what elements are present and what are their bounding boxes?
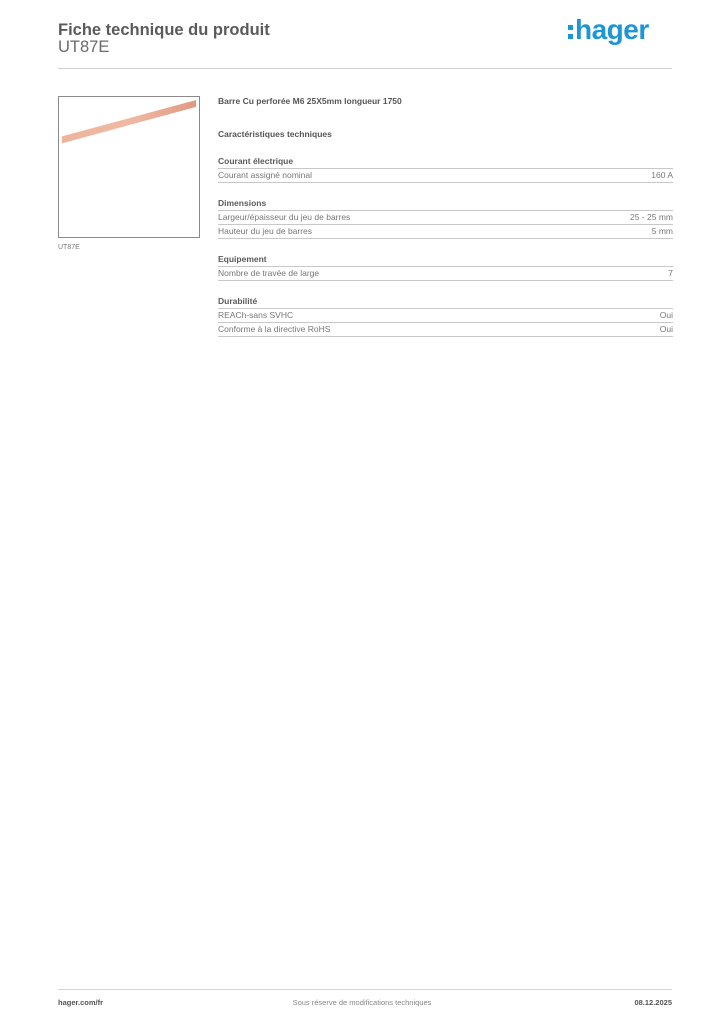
spec-row (218, 267, 673, 281)
logo-colon-icon (568, 25, 573, 39)
spec-label: Courant assigné nominal (218, 170, 313, 180)
copper-busbar-image (59, 97, 199, 237)
spec-label: REACh-sans SVHC (218, 310, 294, 320)
spec-value: 5 mm (651, 226, 673, 236)
group-dimensions (218, 197, 673, 239)
footer-disclaimer: Sous réserve de modifications techniques (292, 998, 432, 1007)
group-equipement (218, 253, 673, 281)
spec-value: 160 A (651, 170, 673, 180)
image-caption: UT87E (58, 244, 80, 251)
spec-value: 25 - 25 mm (630, 212, 673, 222)
spec-value: Oui (659, 310, 673, 320)
product-code: UT87E (58, 38, 110, 56)
spec-label: Conforme à la directive RoHS (218, 324, 331, 334)
footer-website-link[interactable]: hager.com/fr (58, 998, 104, 1007)
spec-value: 7 (668, 268, 673, 278)
product-image (58, 96, 200, 238)
spec-row (218, 225, 673, 239)
spec-row (218, 211, 673, 225)
group-durabilite (218, 295, 673, 337)
group-title: Equipement (218, 253, 673, 267)
footer-date: 08.12.2025 (634, 998, 672, 1007)
spec-label: Hauteur du jeu de barres (218, 226, 313, 236)
section-heading: Caractéristiques techniques (218, 129, 332, 139)
spec-row (218, 309, 673, 323)
spec-label: Nombre de travée de large (218, 268, 320, 278)
group-courant-electrique (218, 155, 673, 183)
product-details (218, 96, 673, 337)
spec-row (218, 169, 673, 183)
spec-row (218, 323, 673, 337)
spec-label: Largeur/épaisseur du jeu de barres (218, 212, 351, 222)
hager-logo (568, 14, 649, 46)
product-title: Barre Cu perforée M6 25X5mm longueur 1750 (218, 96, 402, 106)
group-title: Durabilité (218, 295, 673, 309)
footer-divider (58, 989, 672, 990)
spec-value: Oui (659, 324, 673, 334)
group-title: Dimensions (218, 197, 673, 211)
document-title: Fiche technique du produit (58, 21, 270, 39)
group-title: Courant électrique (218, 155, 673, 169)
header-divider (58, 68, 672, 69)
logo-text: hager (575, 14, 649, 45)
